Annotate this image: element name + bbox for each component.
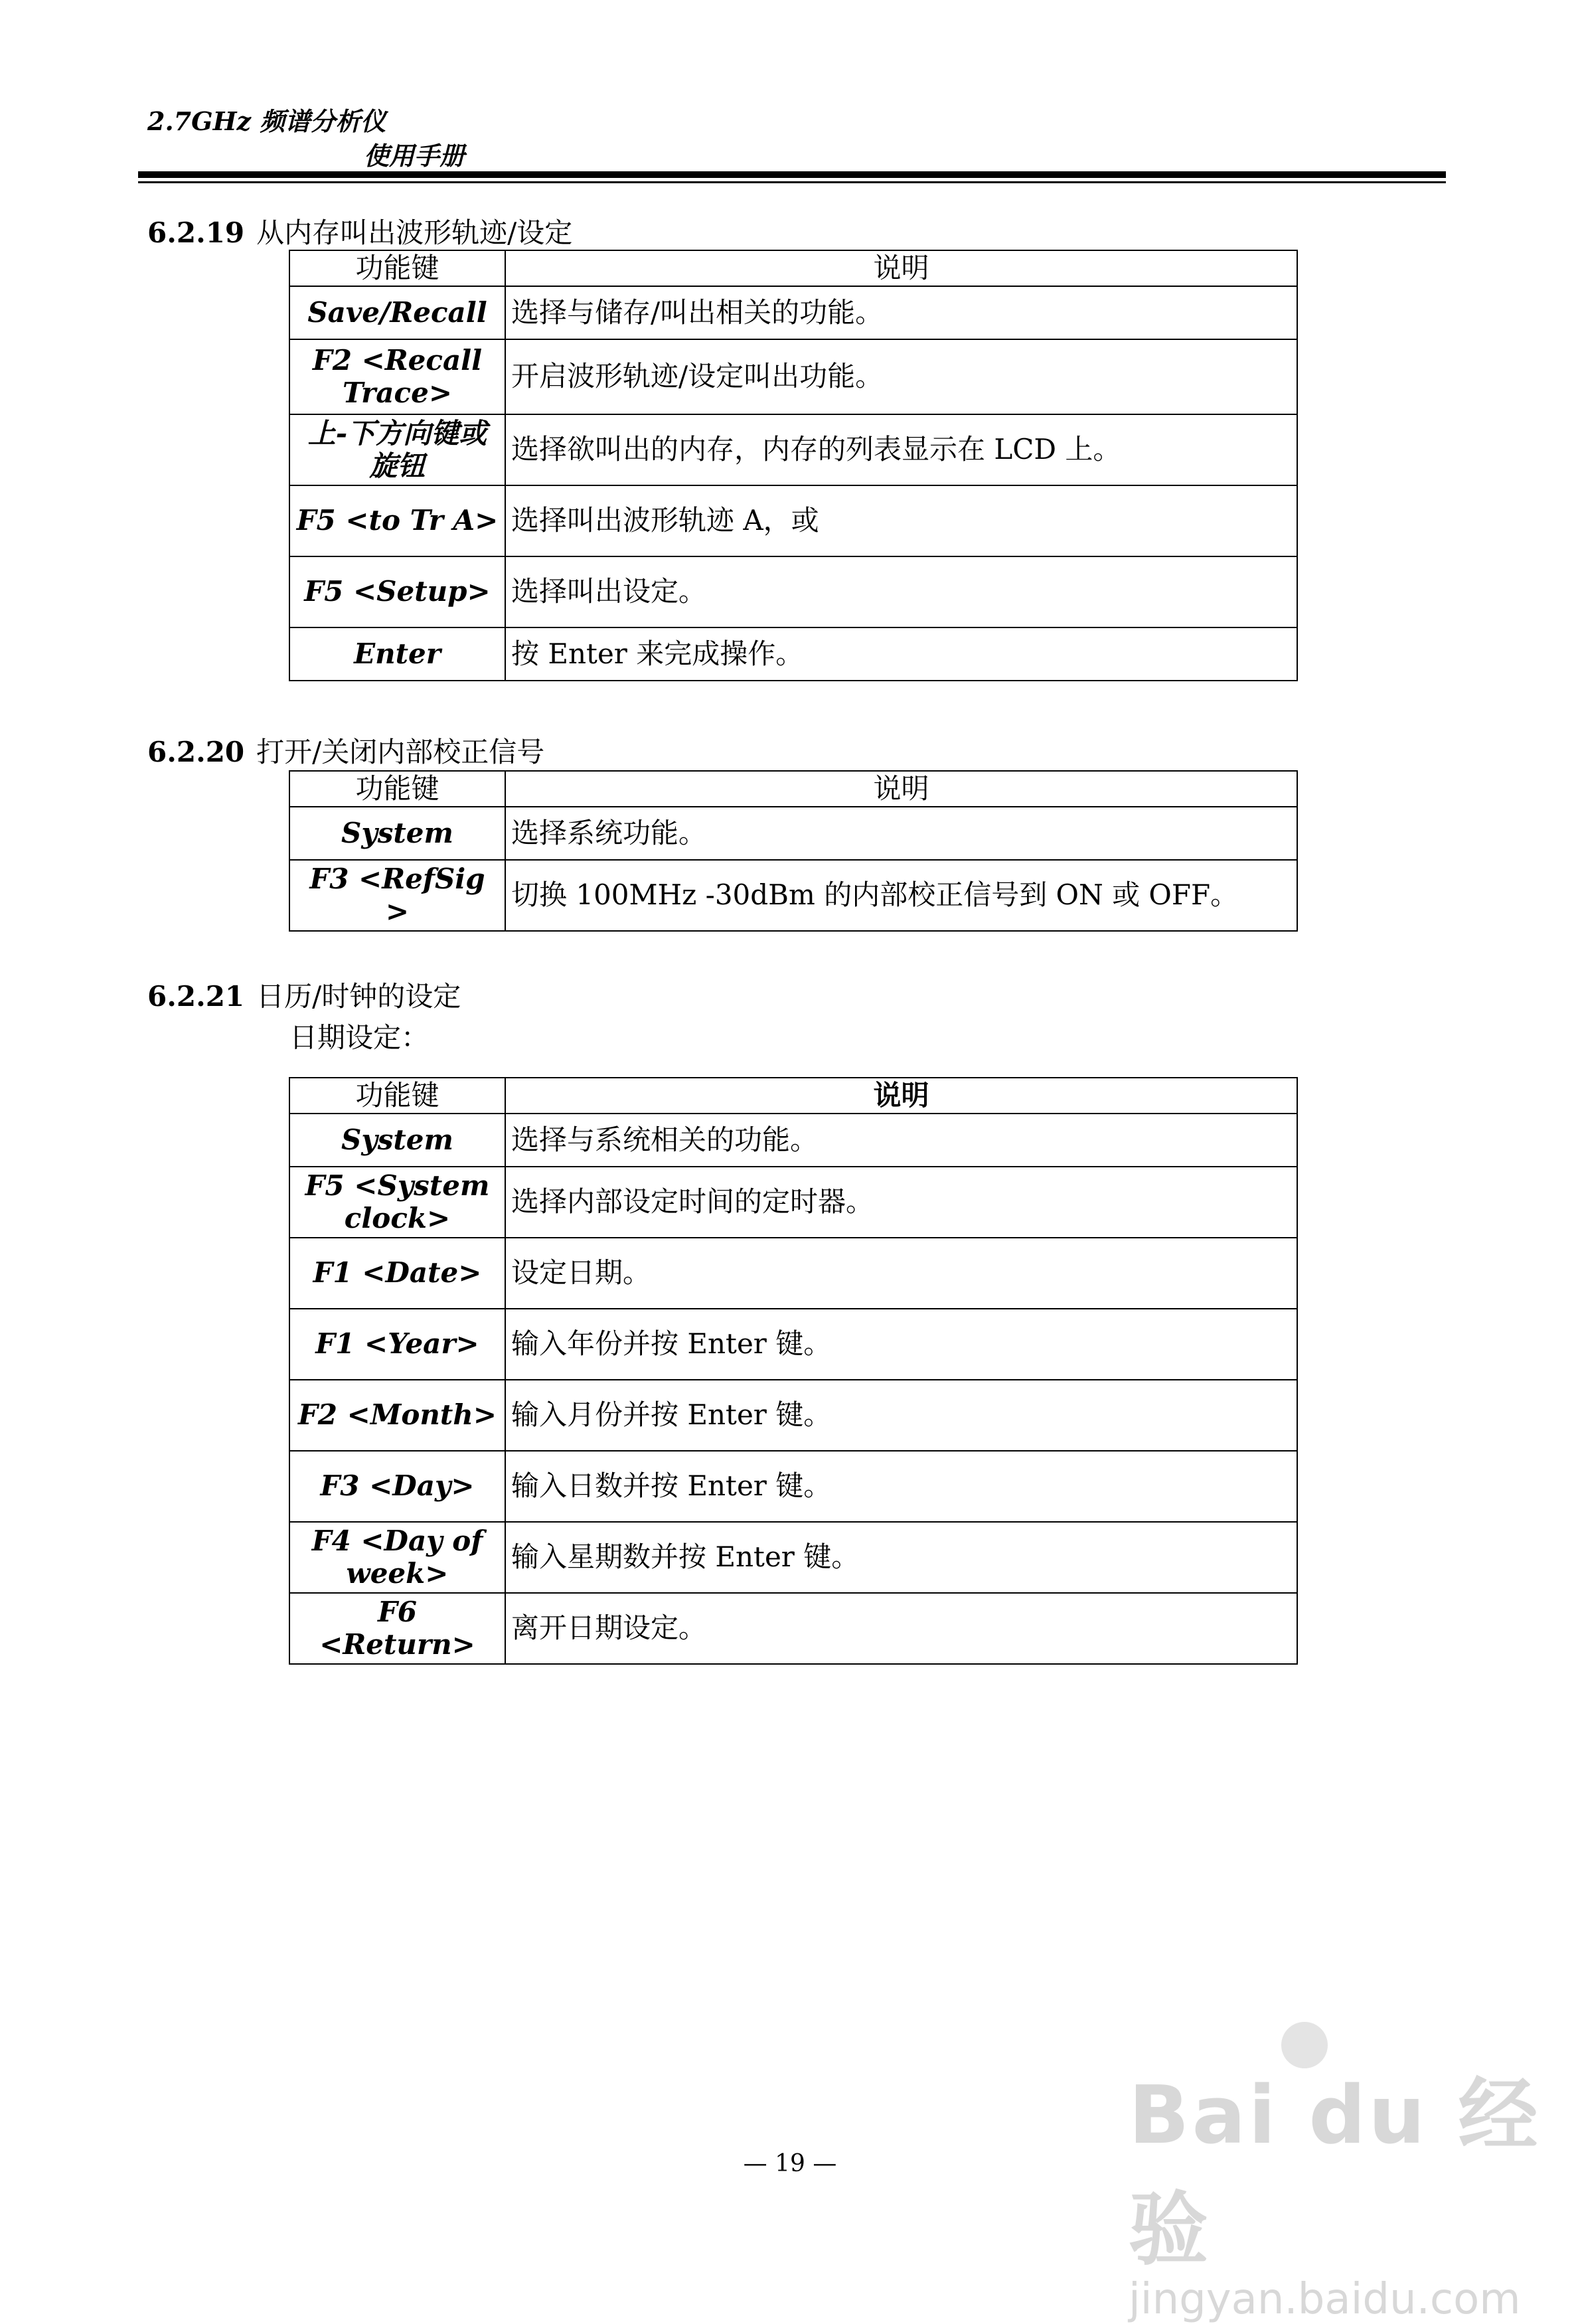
section-heading-6-2-19 <box>147 211 572 251</box>
desc-cell: 切换 100MHz -30dBm 的内部校正信号到 ON 或 OFF。 <box>505 860 1297 931</box>
key-cell: F1 <Date> <box>289 1238 505 1309</box>
desc-cell: 选择叫出设定。 <box>505 556 1297 627</box>
section-title: 从内存叫出波形轨迹/设定 <box>256 216 573 249</box>
table-row <box>289 286 1297 339</box>
table-row <box>289 1238 1297 1309</box>
table-row <box>289 860 1297 931</box>
table-row <box>289 556 1297 627</box>
table-row <box>289 414 1297 485</box>
key-cell: System <box>289 1114 505 1167</box>
desc-cell: 选择系统功能。 <box>505 807 1297 860</box>
section-title: 日历/时钟的设定 <box>256 980 461 1013</box>
table-row <box>289 807 1297 860</box>
key-cell: 上-下方向键或旋钮 <box>289 414 505 485</box>
desc-cell: 选择内部设定时间的定时器。 <box>505 1167 1297 1238</box>
col-key-header: 功能键 <box>289 250 505 286</box>
key-cell: Enter <box>289 627 505 681</box>
table-row <box>289 1114 1297 1167</box>
desc-cell: 输入年份并按 Enter 键。 <box>505 1309 1297 1380</box>
section-number: 6.2.20 <box>147 736 245 768</box>
section-title: 打开/关闭内部校正信号 <box>256 736 545 768</box>
key-cell: System <box>289 807 505 860</box>
desc-cell: 选择与储存/叫出相关的功能。 <box>505 286 1297 339</box>
page-number: — 19 — <box>743 2150 837 2177</box>
watermark-url: jingyan.baidu.com <box>1129 2275 1521 2324</box>
header-rule-thin <box>138 181 1446 183</box>
table-row <box>289 1593 1297 1664</box>
desc-cell: 按 Enter 来完成操作。 <box>505 627 1297 681</box>
key-table-6-2-20 <box>289 770 1298 932</box>
table-row <box>289 485 1297 556</box>
key-table-6-2-19 <box>289 250 1298 681</box>
desc-cell: 输入日数并按 Enter 键。 <box>505 1451 1297 1522</box>
table-row <box>289 1167 1297 1238</box>
key-cell: F5 <to Tr A> <box>289 485 505 556</box>
col-desc-header: 说明 <box>505 250 1297 286</box>
table-row <box>289 1522 1297 1593</box>
key-cell: F4 <Day of week> <box>289 1522 505 1593</box>
watermark <box>1129 2052 1580 2324</box>
table-header-row <box>289 1078 1297 1114</box>
header-subtitle: 使用手册 <box>364 141 465 171</box>
key-table-6-2-21 <box>289 1077 1298 1665</box>
key-cell: F3 <Day> <box>289 1451 505 1522</box>
desc-cell: 开启波形轨迹/设定叫出功能。 <box>505 339 1297 414</box>
section-subheading: 日期设定： <box>289 1021 430 1054</box>
key-cell: F5 <System clock> <box>289 1167 505 1238</box>
section-heading-6-2-20 <box>147 730 544 770</box>
table-header-row <box>289 250 1297 286</box>
header-title: 2.7GHz 频谱分析仪 <box>147 106 386 136</box>
key-cell: Save/Recall <box>289 286 505 339</box>
key-cell: F3 <RefSig > <box>289 860 505 931</box>
desc-cell: 离开日期设定。 <box>505 1593 1297 1664</box>
key-cell: F1 <Year> <box>289 1309 505 1380</box>
watermark-brand: Bai du 经验 <box>1129 2070 1541 2276</box>
table-row <box>289 339 1297 414</box>
desc-cell: 输入月份并按 Enter 键。 <box>505 1380 1297 1451</box>
col-key-header: 功能键 <box>289 771 505 807</box>
table-row <box>289 1380 1297 1451</box>
header-rule-thick <box>138 171 1446 178</box>
table-row <box>289 627 1297 681</box>
section-number: 6.2.19 <box>147 216 245 249</box>
col-key-header: 功能键 <box>289 1078 505 1114</box>
key-cell: F2 <Recall Trace> <box>289 339 505 414</box>
section-heading-6-2-21 <box>147 975 461 1015</box>
col-desc-header: 说明 <box>505 1078 1297 1114</box>
key-cell: F2 <Month> <box>289 1380 505 1451</box>
desc-cell: 选择欲叫出的内存，内存的列表显示在 LCD 上。 <box>505 414 1297 485</box>
col-desc-header: 说明 <box>505 771 1297 807</box>
desc-cell: 输入星期数并按 Enter 键。 <box>505 1522 1297 1593</box>
section-number: 6.2.21 <box>147 980 245 1013</box>
table-row <box>289 1309 1297 1380</box>
desc-cell: 设定日期。 <box>505 1238 1297 1309</box>
desc-cell: 选择与系统相关的功能。 <box>505 1114 1297 1167</box>
desc-cell: 选择叫出波形轨迹 A，或 <box>505 485 1297 556</box>
key-cell: F6 <Return> <box>289 1593 505 1664</box>
table-header-row <box>289 771 1297 807</box>
key-cell: F5 <Setup> <box>289 556 505 627</box>
table-row <box>289 1451 1297 1522</box>
